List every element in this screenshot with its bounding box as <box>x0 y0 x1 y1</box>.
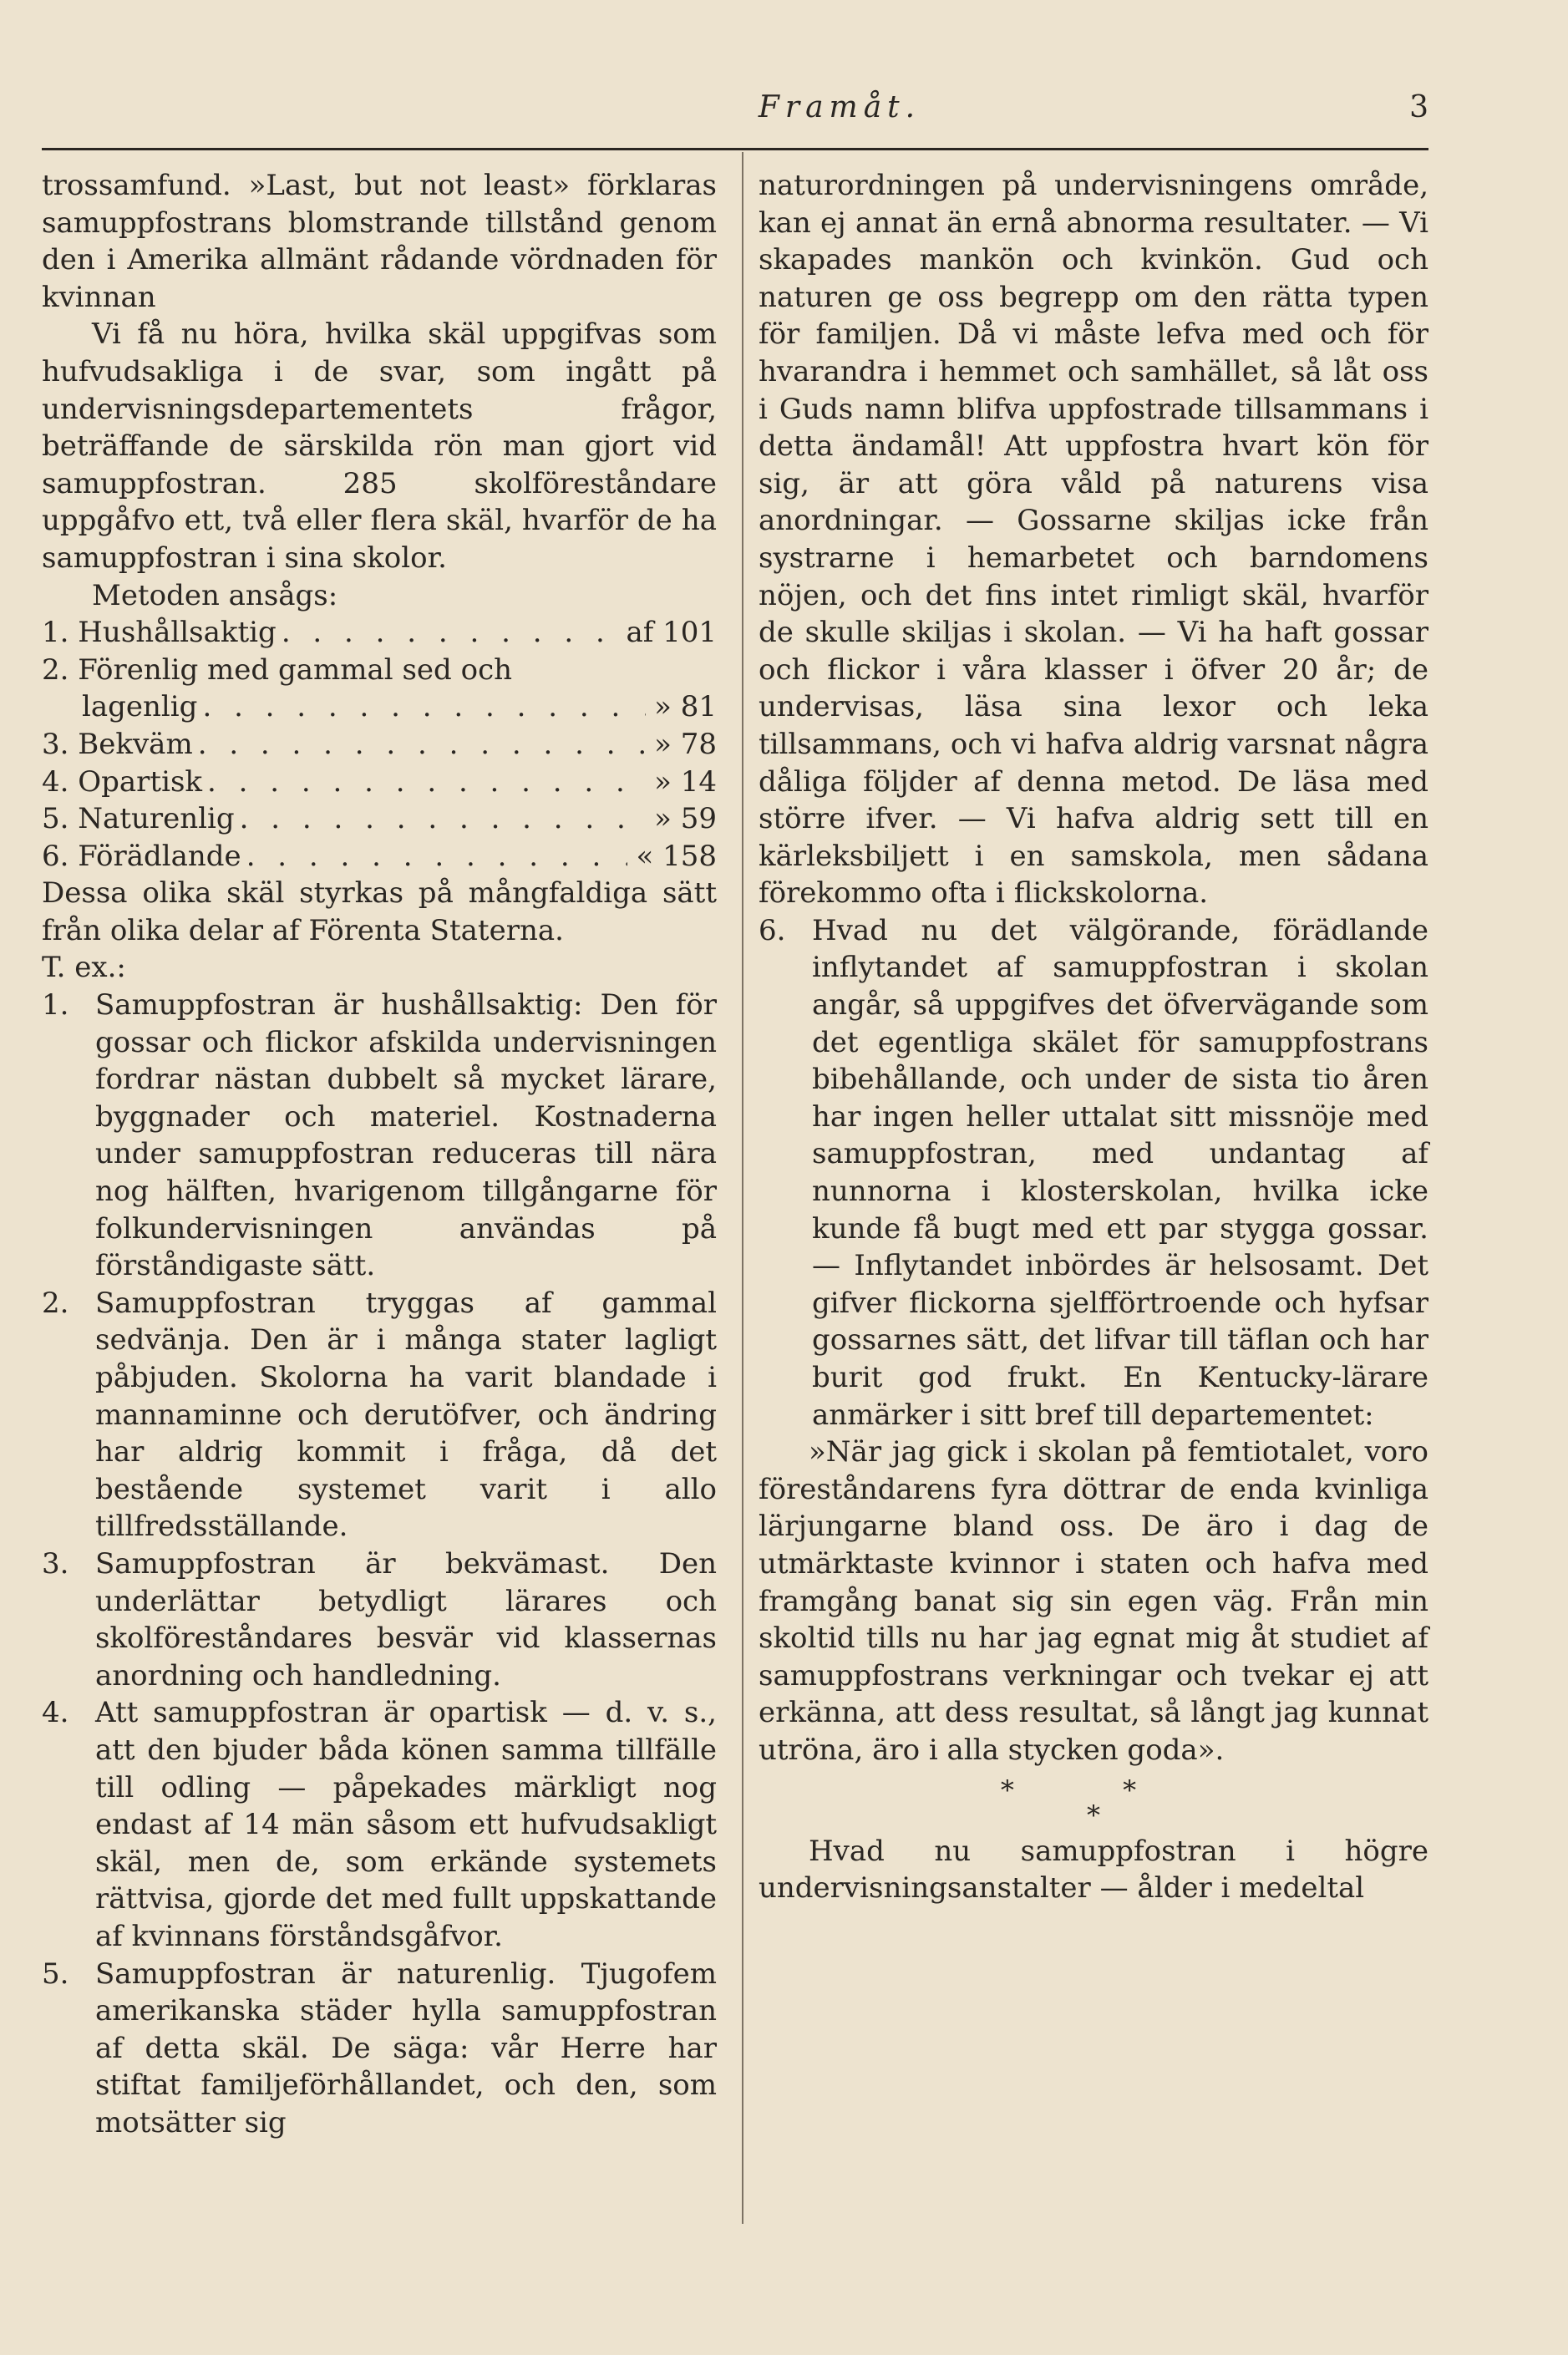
numbered-item <box>42 1956 717 2142</box>
item-number: 4. <box>42 1696 69 1730</box>
method-count: » 81 <box>654 690 717 724</box>
method-label: Förenlig med gammal sed och <box>78 652 513 687</box>
methods-list <box>42 614 717 875</box>
asterisk-row: * <box>1087 1799 1100 1831</box>
asterisk-row: * * <box>1000 1774 1187 1806</box>
method-number: 4. <box>42 764 69 799</box>
method-label: Förädlande <box>78 839 241 873</box>
method-count: af 101 <box>626 616 717 650</box>
continuation-paragraph: naturordningen på undervisningens område, kan ej annat än ernå abnorma resultater. — Vi skapades mankön och kvinkön. Gud och naturen ge oss begrepp om den rätta typen för familjen. Då vi måste lefva med och för hvarandra i hemmet och samhället, så låt oss i Guds namn blifva uppfostrade tillsammans i detta ändamål! Att uppfostra hvart kön för sig, är att göra våld på naturens visa anordningar. — Gossarne skiljas icke från systrarne i hemarbetet och barndomens nöjen, och det fins intet rimligt skäl, hvarför de skulle skiljas i skolan. — Vi ha haft gossar och flickor i våra klasser i öfver 20 år; de undervisas, läsa sina lexor och leka tillsammans, och vi hafva aldrig varsnat några dåliga följder af denna metod. De läsa med större ifver. — Vi hafva aldrig sett till en kärleksbiljett i en samskola, men sådana förekommo ofta i flickskolorna. <box>759 169 1428 911</box>
method-row <box>42 838 717 876</box>
method-number: 2. <box>42 652 69 687</box>
method-number: 6. <box>42 839 69 873</box>
method-row <box>42 726 717 764</box>
method-count: « 158 <box>636 839 717 873</box>
methods-heading: Metoden ansågs: <box>92 578 338 612</box>
final-paragraph: Hvad nu samuppfostran i högre undervisningsanstalter — ålder i medeltal <box>759 1834 1428 1906</box>
method-row <box>42 764 717 801</box>
item-text: Samuppfostran är hushållsaktig: Den för gossar och flickor afskilda undervisningen fordrar nästan dubbelt så mycket lärare, byggnader och materiel. Kostnaderna under samuppfostran reduceras till nära nog hälften, hvarigenom tillgångarne för folkundervisningen användas på förståndigaste sätt. <box>95 988 717 1283</box>
method-label: Hushållsaktig <box>78 616 277 650</box>
page-number: 3 <box>1409 90 1428 124</box>
item-number: 6. <box>759 913 786 947</box>
numbered-item <box>759 912 1428 1434</box>
example-label: T. ex.: <box>42 951 126 985</box>
reasons-summary: Dessa olika skäl styrkas på mångfaldiga sätt från olika delar af Förenta Staterna. <box>42 876 717 947</box>
method-count: » 14 <box>654 764 717 799</box>
item-text: Att samuppfostran är opartisk — d. v. s., att den bjuder båda könen samma tillfälle till odling — påpekades märkligt nog endast af 14 män såsom ett hufvudsakligt skäl, men de, som erkände systemets rättvisa, gjorde det med fullt uppskattande af kvinnans förståndsgåfvor. <box>95 1696 717 1953</box>
method-row <box>42 652 717 689</box>
item-number: 2. <box>42 1286 69 1320</box>
journal-title: Framåt. <box>758 90 921 124</box>
method-label: Naturenlig <box>78 802 235 836</box>
numbered-item <box>42 987 717 1285</box>
method-label: Bekväm <box>78 727 193 761</box>
item-text: Samuppfostran är naturenlig. Tjugofem amerikanska städer hylla samuppfostran af detta skäl. De säga: vår Herre har stiftat familjeförhållandet, och den, som motsätter sig <box>95 1957 717 2139</box>
method-label-continued: lagenlig <box>82 690 198 724</box>
item-number: 1. <box>42 988 69 1023</box>
method-row-continued <box>42 688 717 726</box>
method-number: 3. <box>42 727 69 761</box>
item-number: 5. <box>42 1957 69 1991</box>
method-label: Opartisk <box>78 764 203 799</box>
right-column <box>759 167 1428 1907</box>
header-rule <box>42 148 1428 150</box>
item-text: Samuppfostran är bekvämast. Den underlättar betydligt lärares och skolföreståndares besvär vid klassernas anordning och handledning. <box>95 1546 717 1693</box>
method-count: » 78 <box>654 727 717 761</box>
numbered-item <box>42 1694 717 1955</box>
numbered-item <box>42 1285 717 1545</box>
method-number: 1. <box>42 616 69 650</box>
left-column <box>42 167 717 2141</box>
method-row <box>42 614 717 652</box>
leader-dots <box>235 800 646 838</box>
item-text: Hvad nu det välgörande, förädlande inflytandet af samuppfostran i skolan angår, så uppgifves det öfvervägande som det egentliga skälet för samuppfostrans bibehållande, och under de sista tio åren har ingen heller uttalat sitt missnöje med samuppfostran, med undantag af nunnorna i klosterskolan, hvilka icke kunde få bugt med ett par stygga gossar. — Inflytandet inbördes är helsosamt. Det gifver flickorna sjelfförtroende och hyfsar gossarnes sätt, det lifvar till täflan och har burit god frukt. En Kentucky-lärare anmärker i sitt bref till departementet: <box>812 913 1428 1432</box>
section-break-asterisks <box>759 1774 1428 1831</box>
running-header <box>42 90 1428 140</box>
leader-dots <box>241 838 628 876</box>
leader-dots <box>193 726 646 764</box>
column-divider <box>742 152 743 2224</box>
item-number: 3. <box>42 1546 69 1581</box>
quotation: »När jag gick i skolan på femtiotalet, voro föreståndarens fyra döttrar de enda kvinliga lärjungarne bland oss. De äro i dag de utmärktaste kvinnor i staten och hafva med framgång banat sig sin egen väg. Från min skoltid tills nu har jag egnat mig åt studiet af samuppfostrans verkningar och tvekar ej att erkänna, att dess resultat, så långt jag kunnat utröna, äro i alla stycken goda». <box>759 1435 1428 1767</box>
leader-dots <box>197 688 646 726</box>
leader-dots <box>277 614 618 652</box>
numbered-item <box>42 1545 717 1694</box>
reasons-paragraph: Vi få nu höra, hvilka skäl uppgifvas som hufvudsakliga i de svar, som ingått på undervisningsdepartementets frågor, beträffande de särskilda rön man gjort vid samuppfostran. 285 skolföreståndare uppgåfvo ett, två eller flera skäl, hvarför de ha samuppfostran i sina skolor. <box>42 317 717 575</box>
method-row <box>42 800 717 838</box>
method-count: » 59 <box>654 802 717 836</box>
intro-paragraph: trossamfund. »Last, but not least» förklaras samuppfostrans blomstrande tillstånd genom den i Amerika allmänt rådande vördnaden för kvinnan <box>42 169 717 314</box>
item-text: Samuppfostran tryggas af gammal sedvänja. Den är i många stater lagligt påbjuden. Skolorna ha varit blandade i mannaminne och derutöfver, och ändring har aldrig kommit i fråga, då det bestående systemet varit i allo tillfredsställande. <box>95 1286 717 1544</box>
leader-dots <box>202 764 646 801</box>
method-number: 5. <box>42 802 69 836</box>
